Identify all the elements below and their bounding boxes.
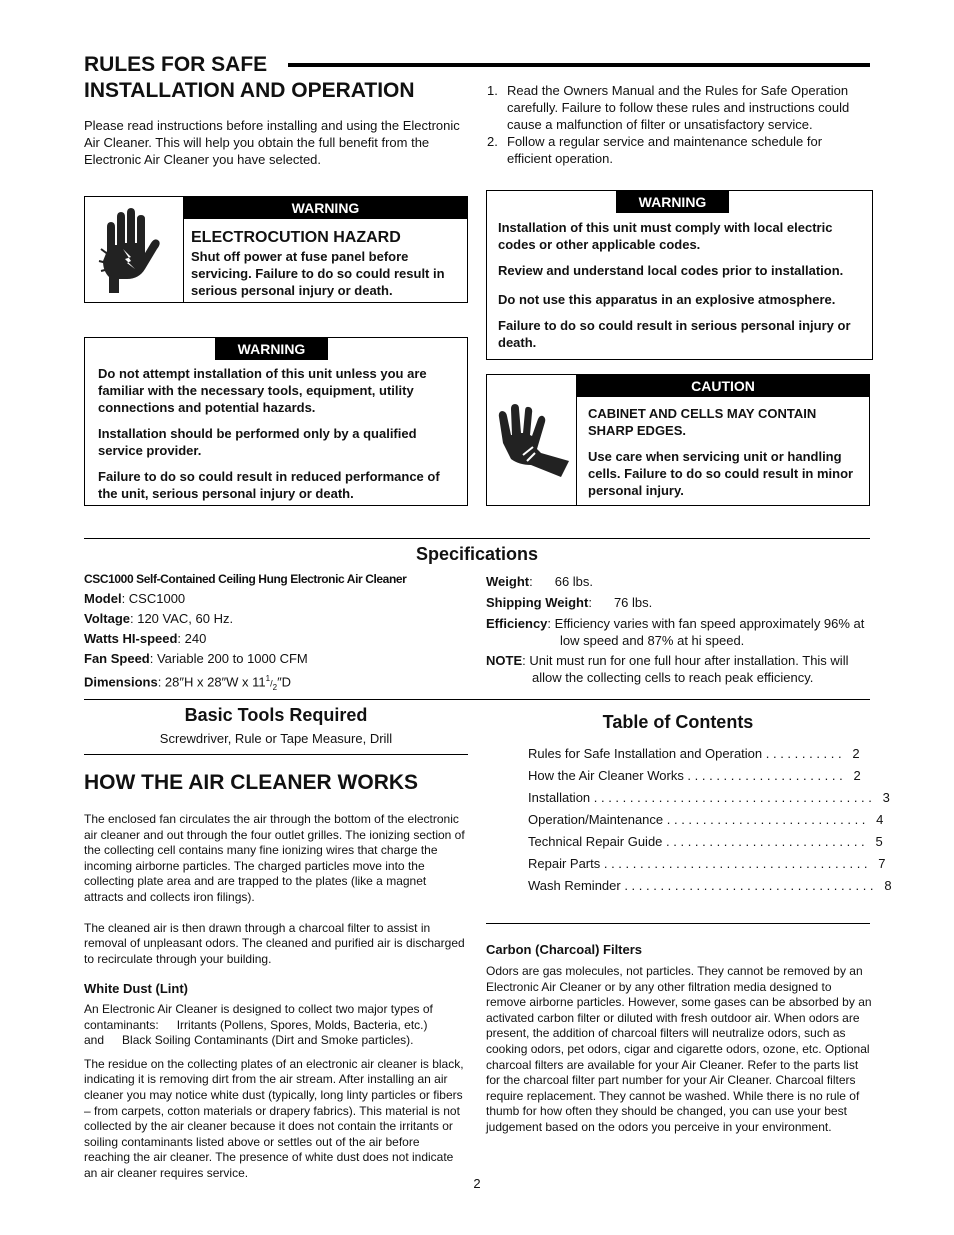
intro-text: Please read instructions before installing and using the Electronic Air Cleaner. This will help you obtain the full benefit from the Electronic Air Cleaner you have selected.: [84, 118, 460, 167]
codes-warning-p4: Failure to do so could result in serious personal injury or death.: [498, 318, 851, 350]
codes-warning-p1: Installation of this unit must comply with local electric codes or other applicable codes.: [498, 220, 833, 252]
how-heading: HOW THE AIR CLEANER WORKS: [84, 771, 419, 794]
toc-page: 5: [875, 834, 883, 849]
colon: :: [588, 595, 592, 610]
title-rule: [288, 63, 870, 67]
toc-page: 7: [878, 856, 886, 871]
electrocution-heading: ELECTROCUTION HAZARD: [191, 229, 401, 246]
caution-bar: CAUTION: [576, 375, 870, 397]
contaminant-soiling: Black Soiling Contaminants (Dirt and Smoke particles).: [122, 1033, 414, 1048]
spec-dimensions: Dimensions: 28″H x 28″W x $11^1/_2''D$: [84, 674, 292, 692]
toc-row[interactable]: [528, 809, 884, 831]
caution-p2: Use care when servicing unit or handling cells. Failure to do so could result in minor personal injury.: [588, 449, 854, 498]
rule-item: [487, 82, 857, 133]
toc-page: 2: [852, 746, 860, 761]
toc-label: Installation . . . . . . . . . . . . . . . . . . . . . . . . . . . . . . . . . . . . . . .: [528, 790, 872, 805]
spec-label: Shipping Weight: [486, 595, 589, 610]
install-warning-p2: Installation should be performed only by a qualified service provider.: [98, 426, 417, 458]
install-warning-box: [84, 337, 468, 506]
rule-text: Follow a regular service and maintenance schedule for efficient operation.: [507, 134, 823, 166]
rule-number: 2.: [487, 134, 498, 149]
toc-page: 2: [853, 768, 861, 783]
install-warning-p3: Failure to do so could result in reduced performance of the unit, serious personal injury or death.: [98, 469, 440, 501]
page-title: [84, 52, 444, 104]
toc-row[interactable]: [528, 787, 890, 809]
electric-hand-icon: [97, 207, 163, 293]
title-line-1: RULES FOR SAFE: [84, 53, 268, 76]
codes-warning-p2: Review and understand local codes prior to installation.: [498, 263, 844, 278]
toc-row[interactable]: [528, 875, 892, 897]
tools-heading: Basic Tools Required: [184, 705, 368, 725]
toc-row[interactable]: [528, 743, 860, 765]
carbon-text: Odors are gas molecules, not particles. They cannot be removed by an Electronic Air Cleaner or by any other filtration media designed to remove airborne particles. However, some gases can be absorbed by an activated carbon filter or diluted with fresh outdoor air. When odors are present, the addition of charcoal filters will neutralize odors, such as cooking odors, pet odors, cigar and cigarette odors, ozone, etc. Optional charcoal filters are available for your Air Cleaner. Refer to the parts list for the charcoal filter part number for your Air Cleaner. Charcoal filters require replacement. They cannot be washed. While there is no rule of thumb for how often they should be changed, you can use your best judgement based on the odors you perceive in your environment.: [486, 964, 872, 1134]
spec-value: : 120 VAC, 60 Hz.: [130, 611, 234, 626]
carbon-heading: Carbon (Charcoal) Filters: [486, 942, 643, 957]
toc-row[interactable]: [528, 765, 861, 787]
toc-list: [528, 743, 892, 897]
spec-value: : 240: [177, 631, 207, 646]
toc-label: Repair Parts . . . . . . . . . . . . . . . . . . . . . . . . . . . . . . . . . . . . .: [528, 856, 868, 871]
toc-page: 4: [876, 812, 884, 827]
tools-text: Screwdriver, Rule or Tape Measure, Drill: [159, 731, 393, 746]
product-name: CSC1000 Self-Contained Ceiling Hung Electronic Air Cleaner: [84, 572, 407, 586]
toc-label: Operation/Maintenance . . . . . . . . . . . . . . . . . . . . . . . . . . . .: [528, 812, 866, 827]
toc-heading: Table of Contents: [602, 712, 754, 732]
fraction-denominator: 2: [272, 682, 278, 692]
how-section: [84, 812, 468, 1181]
spec-shipping-weight: [486, 593, 872, 613]
title-line-2: INSTALLATION AND OPERATION: [84, 79, 415, 102]
warning-bar: WARNING: [183, 197, 468, 219]
rule-number: 1.: [487, 83, 498, 98]
rule-item: [487, 133, 857, 167]
specs-top-rule: [84, 538, 870, 539]
spec-value: 66 lbs.: [554, 574, 594, 589]
warning-bar: WARNING: [616, 191, 729, 213]
caution-box: [486, 374, 870, 506]
rule-text: Read the Owners Manual and the Rules for Safe Operation carefully. Failure to follow these rules and instructions could cause a malfunction of filter or unsatisfactory service.: [507, 83, 850, 132]
how-p1: The enclosed fan circulates the air through the bottom of the electronic air cleaner and out through the four outlet grilles. The ionizing section of the collecting cell contains many fine ionizing wires that charge the incoming airborne particles. The charged particles move into the collecting plate area and are trapped to the plates (like a magnet attracts and collects iron filings).: [84, 812, 465, 904]
white-dust-heading: White Dust (Lint): [84, 981, 188, 997]
how-p4: The residue on the collecting plates of an electronic air cleaner is black, indicating it is removing dirt from the air stream. After installing an air cleaner you may notice white dust (typically, long linty particles or fibers – from carpets, cotton materials or drapery fabrics). This material is not collected by the air cleaner because it does not contain the irritants or soiling contaminants listed above or settles out of the air before reaching the air cleaner. The presence of white dust does not indicate an air cleaner requires service.: [84, 1056, 464, 1180]
spec-value: : 28″H x 28″W x 11: [157, 674, 266, 690]
electrocution-text: Shut off power at fuse panel before servicing. Failure to do so could result in serious personal injury or death.: [191, 249, 445, 298]
spec-label: Fan Speed: [84, 651, 150, 666]
contaminants-and: and: [84, 1033, 105, 1048]
spec-label: Watts HI-speed: [84, 631, 178, 646]
specs-right-column: [486, 572, 872, 686]
how-p3: [84, 1002, 468, 1049]
tools-rule: [84, 754, 468, 755]
toc-rule: [486, 923, 870, 924]
toc-row[interactable]: [528, 853, 886, 875]
specs-bottom-rule: [84, 699, 870, 700]
spec-value: ″D: [277, 674, 292, 690]
toc-label: Technical Repair Guide . . . . . . . . . . . . . . . . . . . . . . . . . . . .: [528, 834, 865, 849]
fraction-numerator: 1: [265, 674, 271, 683]
spec-label: Model: [84, 591, 122, 606]
spec-efficiency: [486, 615, 872, 649]
rules-list: [487, 82, 857, 167]
toc-label: How the Air Cleaner Works . . . . . . . . . . . . . . . . . . . . . .: [528, 768, 843, 783]
toc-label: Wash Reminder . . . . . . . . . . . . . . . . . . . . . . . . . . . . . . . . . . .: [528, 878, 874, 893]
cut-hand-icon: [493, 403, 571, 477]
spec-label: Dimensions: [84, 674, 158, 690]
spec-note: [486, 652, 872, 686]
spec-watts: [84, 629, 474, 649]
spec-label: Weight: [486, 574, 530, 589]
codes-warning-box: [486, 190, 873, 360]
install-warning-p1: Do not attempt installation of this unit unless you are familiar with the necessary tools, equipment, utility connections and potential hazards.: [98, 366, 427, 415]
toc-row[interactable]: [528, 831, 883, 853]
contaminant-irritants: Irritants (Pollens, Spores, Molds, Bacteria, etc.): [176, 1017, 428, 1032]
electrocution-warning-box: [84, 196, 468, 303]
spec-value: 76 lbs.: [613, 595, 653, 610]
spec-value: : CSC1000: [121, 591, 186, 606]
specs-heading: Specifications: [415, 544, 539, 564]
spec-label: NOTE: [486, 653, 523, 668]
codes-warning-p3: Do not use this apparatus in an explosive atmosphere.: [498, 292, 836, 307]
page-number: 2: [473, 1176, 481, 1191]
toc-page: 3: [882, 790, 890, 805]
toc-page: 8: [884, 878, 892, 893]
caution-p1: CABINET AND CELLS MAY CONTAIN SHARP EDGES.: [588, 406, 817, 438]
spec-label: Efficiency: [486, 616, 548, 631]
toc-label: Rules for Safe Installation and Operation . . . . . . . . . . .: [528, 746, 842, 761]
spec-weight: [486, 572, 872, 592]
how-p2: The cleaned air is then drawn through a charcoal filter to assist in removal of unpleasant odors. The cleaned and purified air is discharged to recirculate through your building.: [84, 920, 465, 966]
spec-model: [84, 589, 474, 609]
contaminants-intro: An Electronic Air Cleaner is designed to collect two major types of contaminants:: [84, 1001, 433, 1032]
warning-bar: WARNING: [215, 338, 328, 360]
spec-fan-speed: [84, 649, 474, 669]
spec-voltage: [84, 609, 474, 629]
specs-left-column: [84, 569, 474, 698]
spec-value: : Efficiency varies with fan speed approximately 96% at low speed and 87% at hi speed.: [547, 616, 865, 648]
spec-value: : Unit must run for one full hour after installation. This will allow the collecting cells to reach peak efficiency.: [522, 653, 849, 685]
spec-label: Voltage: [84, 611, 130, 626]
colon: :: [529, 574, 533, 589]
spec-value: : Variable 200 to 1000 CFM: [149, 651, 308, 666]
